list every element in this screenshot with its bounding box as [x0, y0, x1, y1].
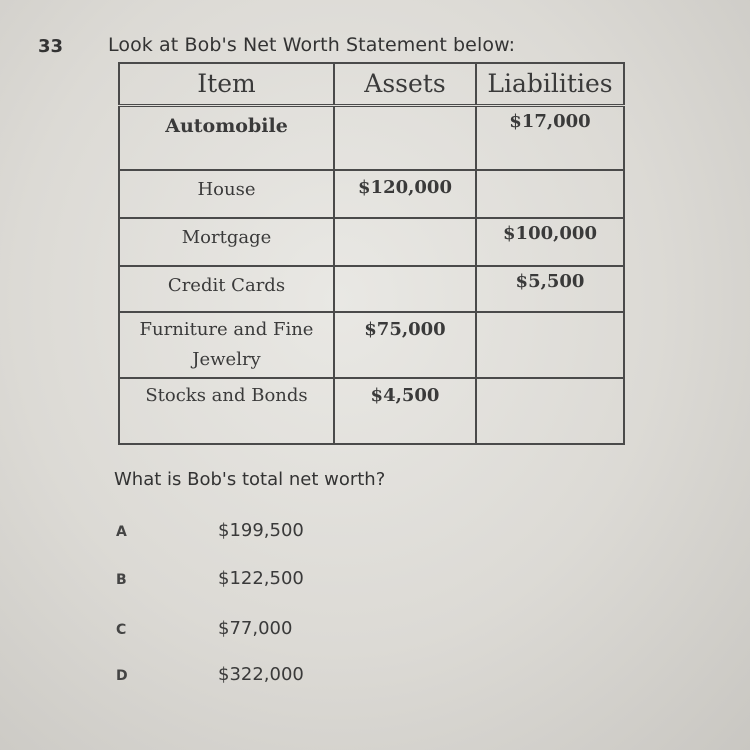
- table-row-stocks: [119, 378, 624, 444]
- choice-a-letter[interactable]: A: [116, 524, 127, 540]
- header-item: Item: [119, 63, 334, 106]
- cell-liabilities: $17,000: [476, 106, 624, 170]
- cell-assets: [334, 218, 476, 266]
- cell-liabilities: $100,000: [476, 218, 624, 266]
- cell-item: House: [119, 170, 334, 218]
- cell-assets: $120,000: [334, 170, 476, 218]
- question-number: 33: [38, 36, 64, 57]
- choice-a-value[interactable]: $199,500: [218, 520, 304, 541]
- table-row-automobile: [119, 106, 624, 170]
- cell-liabilities: $5,500: [476, 266, 624, 312]
- cell-item: Stocks and Bonds: [119, 378, 334, 444]
- table-row-credit-cards: [119, 266, 624, 312]
- question-text: What is Bob's total net worth?: [114, 469, 386, 490]
- table-row-furniture: [119, 312, 624, 378]
- choice-b-letter[interactable]: B: [116, 572, 127, 588]
- cell-item: Automobile: [119, 106, 334, 170]
- net-worth-table: [118, 62, 625, 445]
- choice-b-value[interactable]: $122,500: [218, 568, 304, 589]
- choice-d-value[interactable]: $322,000: [218, 664, 304, 685]
- cell-assets: $75,000: [334, 312, 476, 378]
- cell-liabilities: [476, 378, 624, 444]
- cell-item: Furniture and Fine Jewelry: [119, 312, 334, 378]
- choice-c-letter[interactable]: C: [116, 622, 127, 638]
- cell-liabilities: [476, 170, 624, 218]
- choice-c-value[interactable]: $77,000: [218, 618, 293, 639]
- cell-liabilities: [476, 312, 624, 378]
- prompt-text: Look at Bob's Net Worth Statement below:: [108, 34, 516, 56]
- header-liabilities: Liabilities: [476, 63, 624, 106]
- table-header-row: [119, 63, 624, 106]
- cell-item: Mortgage: [119, 218, 334, 266]
- table-row-mortgage: [119, 218, 624, 266]
- cell-assets: $4,500: [334, 378, 476, 444]
- cell-item: Credit Cards: [119, 266, 334, 312]
- header-assets: Assets: [334, 63, 476, 106]
- cell-assets: [334, 106, 476, 170]
- table-row-house: [119, 170, 624, 218]
- cell-assets: [334, 266, 476, 312]
- choice-d-letter[interactable]: D: [116, 668, 128, 684]
